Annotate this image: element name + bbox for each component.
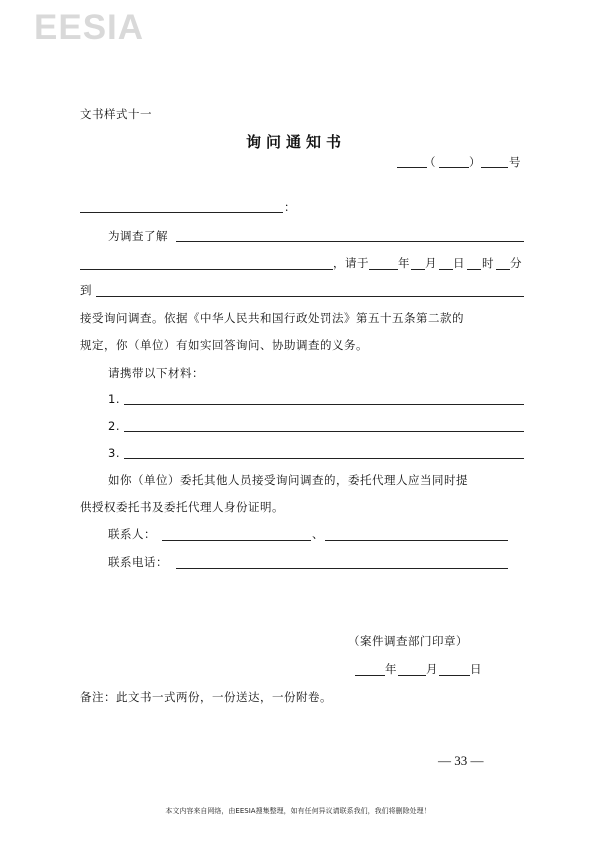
material-item-1-blank[interactable]: [124, 404, 524, 405]
material-item-2-blank[interactable]: [124, 431, 524, 432]
contact-person-label: 联系人：: [108, 527, 156, 541]
para1-invite: ，请于: [333, 256, 369, 270]
footer-disclaimer: 本文内容来自网络，由EESIA搜集整理，如有任何异议请联系我们，我们将删除处理！: [165, 807, 431, 815]
year-label: 年: [398, 256, 410, 270]
day-blank[interactable]: [439, 269, 453, 270]
minute-label: 分: [510, 256, 522, 270]
contact-phone-label: 联系电话：: [108, 555, 168, 569]
contact-person-blank-1[interactable]: [162, 540, 311, 541]
doc-no-blank-1[interactable]: [397, 167, 427, 168]
para2-line1: 接受询问调查。依据《中华人民共和国行政处罚法》第五十五条第二款的: [80, 311, 464, 325]
to-label: 到: [80, 283, 92, 297]
doc-no-paren-close: ）: [469, 155, 481, 169]
sign-day-label: 日: [470, 662, 482, 676]
month-blank[interactable]: [411, 269, 425, 270]
addressee-colon: ：: [284, 200, 296, 214]
seal-text: （案件调查部门印章）: [348, 634, 468, 648]
para3-line1: 如你（单位）委托其他人员接受询问调查的，委托代理人应当同时提: [108, 473, 468, 487]
year-blank[interactable]: [369, 269, 398, 270]
contact-person-blank-2[interactable]: [325, 540, 508, 541]
sign-year-blank[interactable]: [355, 675, 385, 676]
para1-start: 为调查了解: [108, 229, 168, 243]
sign-year-label: 年: [385, 662, 397, 676]
investigation-matter-blank-2[interactable]: [80, 269, 333, 270]
eesia-logo: EESIA: [34, 8, 145, 47]
sign-day-blank[interactable]: [439, 675, 470, 676]
page-number: — 33 —: [438, 753, 484, 768]
hour-label: 时: [482, 256, 494, 270]
hour-blank[interactable]: [467, 269, 481, 270]
sign-month-label: 月: [426, 662, 438, 676]
location-blank[interactable]: [96, 296, 524, 297]
material-item-2-num: 2.: [108, 419, 120, 433]
doc-no-paren-open: （: [424, 155, 436, 169]
month-label: 月: [425, 256, 437, 270]
page-title: 询问通知书: [246, 133, 347, 151]
material-item-3-num: 3.: [108, 446, 120, 460]
investigation-matter-blank[interactable]: [176, 241, 524, 242]
sign-month-blank[interactable]: [398, 675, 426, 676]
material-item-1-num: 1.: [108, 392, 120, 406]
materials-heading: 请携带以下材料：: [108, 366, 204, 380]
material-item-3-blank[interactable]: [124, 458, 524, 459]
para2-line2: 规定，你（单位）有如实回答询问、协助调查的义务。: [80, 338, 368, 352]
contact-separator: 、: [312, 527, 324, 541]
doc-no-suffix: 号: [509, 155, 521, 169]
minute-blank[interactable]: [496, 269, 510, 270]
form-label: 文书样式十一: [80, 107, 152, 121]
contact-phone-blank[interactable]: [176, 568, 508, 569]
day-label: 日: [453, 256, 465, 270]
doc-no-blank-3[interactable]: [481, 167, 508, 168]
note-text: 备注：此文书一式两份，一份送达，一份附卷。: [80, 690, 332, 704]
para3-line2: 供授权委托书及委托代理人身份证明。: [80, 500, 284, 514]
addressee-blank[interactable]: [80, 212, 283, 213]
doc-no-blank-2[interactable]: [439, 167, 469, 168]
